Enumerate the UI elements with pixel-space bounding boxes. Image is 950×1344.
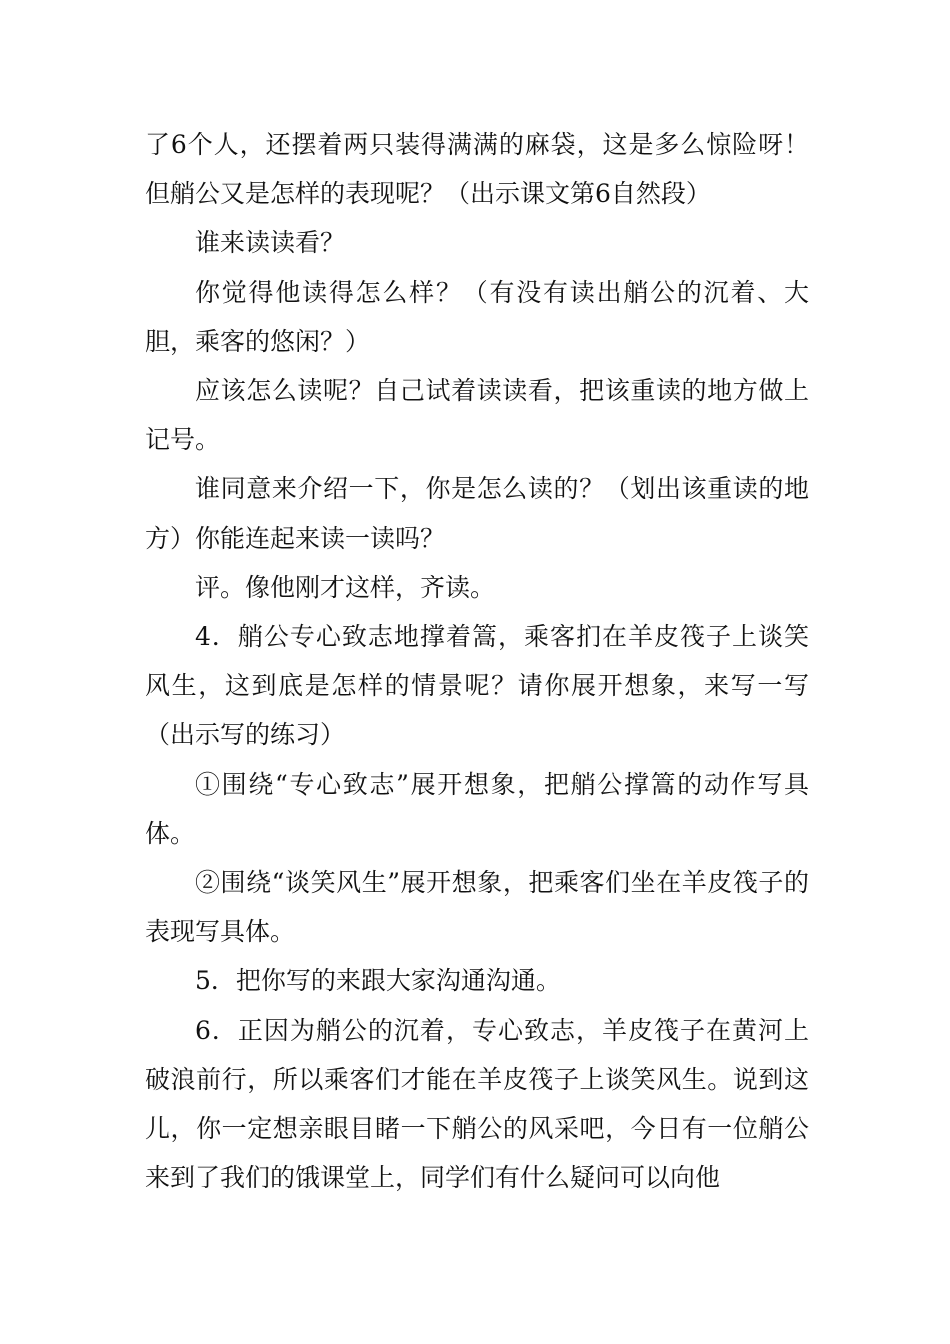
paragraph-exercise-2: ②围绕“谈笑风生”展开想象，把乘客们坐在羊皮筏子的表现写具体。 — [145, 868, 809, 947]
paragraph-step-4: 4．艄公专心致志地撑着篙，乘客扪在羊皮筏子上谈笑风生，这到底是怎样的情景呢？请你展开想象，来写一写（出示写的练习） — [145, 622, 809, 750]
paragraph-introduce: 谁同意来介绍一下，你是怎么读的？（划出该重读的地方）你能连起来读一读吗？ — [145, 474, 809, 553]
paragraph-exercise-1: ①围绕“专心致志”展开想象，把艄公撑篙的动作写具体。 — [145, 769, 809, 848]
paragraph-continued: 了6个人，还摆着两只装得满满的麻袋，这是多么惊险呀！但艄公又是怎样的表现呢？（出示课文第6自然段） — [145, 130, 809, 209]
paragraph-step-5: 5．把你写的来跟大家沟通沟通。 — [195, 966, 561, 996]
paragraph-step-6: 6．正因为艄公的沉着，专心致志，羊皮筏子在黄河上破浪前行，所以乘客们才能在羊皮筏子上谈笑风生。说到这儿，你一定想亲眼目睹一下艄公的风采吧，今日有一位艄公来到了我们的饿课堂上，同学们有什么疑问可以向他 — [145, 1015, 809, 1193]
paragraph-who-reads: 谁来读读看？ — [195, 228, 346, 258]
paragraph-evaluate: 评。像他刚才这样，齐读。 — [195, 572, 496, 602]
paragraph-how-read: 你觉得他读得怎么样？（有没有读出艄公的沉着、大胆，乘客的悠闲？） — [145, 277, 809, 356]
document-body — [145, 120, 809, 1202]
paragraph-how-to-read: 应该怎么读呢？自己试着读读看，把该重读的地方做上记号。 — [145, 376, 809, 455]
